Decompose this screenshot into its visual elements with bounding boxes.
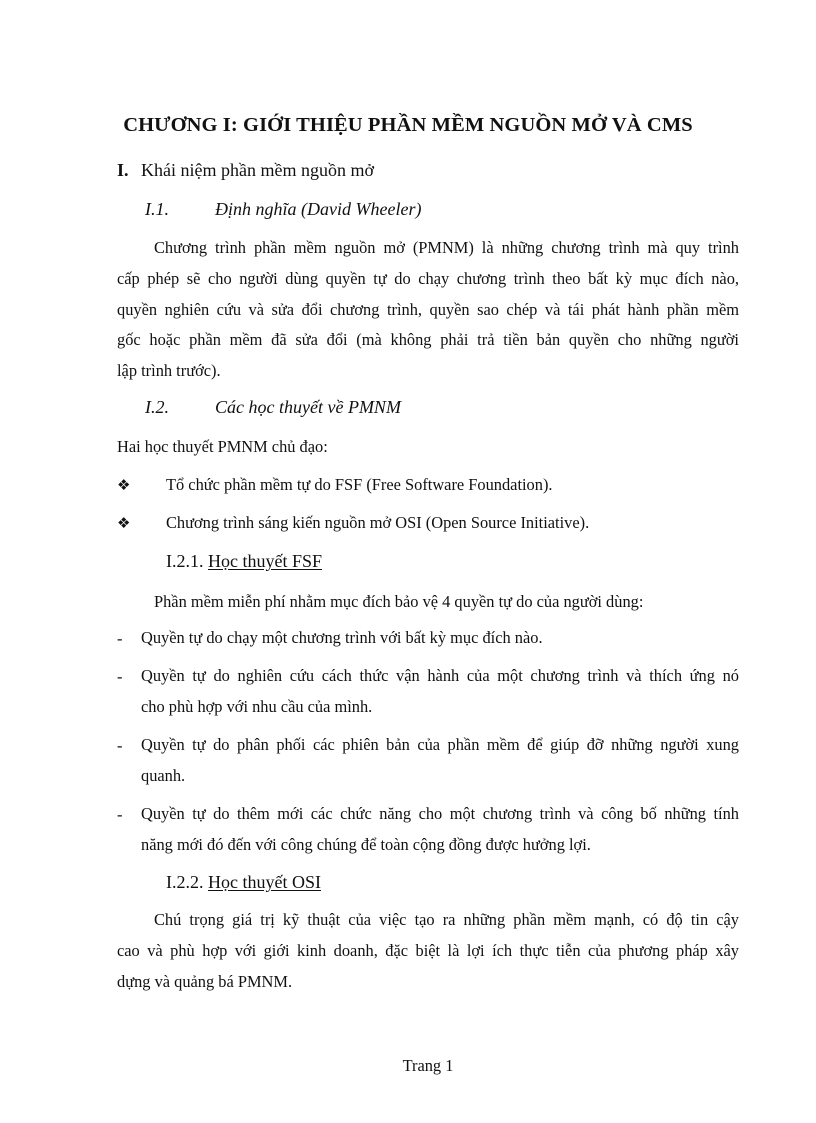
- paragraph-line: lập trình trước).: [117, 361, 221, 381]
- paragraph-line: cấp phép sẽ cho người dùng quyền tự do chạy chương trình theo bất kỳ mục đích nào,: [117, 268, 739, 288]
- section-1-2-2-title: Học thuyết OSI: [208, 872, 321, 892]
- paragraph-line: cao và phù hợp với giới kinh doanh, đặc biệt là lợi ích thực tiễn của phương pháp xây: [117, 940, 739, 960]
- fsf-intro: Phần mềm miễn phí nhằm mục đích bảo vệ 4 quyền tự do của người dùng:: [154, 592, 644, 611]
- section-1-2-2-number: I.2.2.: [166, 872, 204, 892]
- freedom-item: [141, 661, 739, 723]
- dash-bullet: -: [117, 667, 123, 686]
- section-1-1-number: I.1.: [145, 199, 169, 219]
- item-line: cho phù hợp với nhu cầu của mình.: [141, 696, 373, 716]
- doctrines-intro: Hai học thuyết PMNM chủ đạo:: [117, 437, 328, 456]
- section-1-2-1-title: Học thuyết FSF: [208, 551, 323, 571]
- definition-paragraph: [117, 233, 739, 387]
- section-1-number: I.: [117, 160, 129, 180]
- freedom-item: [141, 730, 739, 792]
- item-line: Quyền tự do thêm mới các chức năng cho một chương trình và công bố những tính: [141, 804, 739, 823]
- freedom-item: [141, 623, 739, 654]
- section-1-2-2-heading: [166, 872, 321, 893]
- freedom-item: [141, 799, 739, 861]
- dash-bullet: -: [117, 629, 123, 648]
- item-line: quanh.: [141, 765, 186, 785]
- section-1-1-title: Định nghĩa (David Wheeler): [215, 199, 422, 219]
- diamond-bullet-icon: ❖: [117, 476, 131, 494]
- paragraph-line: Chương trình phần mềm nguồn mở (PMNM) là những chương trình mà quy trình: [154, 238, 739, 257]
- item-line: Quyền tự do phân phối các phiên bản của phần mềm để giúp đỡ những người xung: [141, 735, 739, 754]
- osi-paragraph: [117, 905, 739, 997]
- section-1-2-1-heading: [166, 551, 322, 572]
- item-line: Quyền tự do nghiên cứu cách thức vận hành của một chương trình và thích ứng nó: [141, 666, 739, 685]
- paragraph-line: quyền nghiên cứu và sửa đổi chương trình, quyền sao chép và tái phát hành phần mềm: [117, 299, 739, 319]
- paragraph-line: dựng và quảng bá PMNM.: [117, 971, 293, 991]
- page-number: Trang 1: [402, 1056, 454, 1075]
- diamond-bullet-icon: ❖: [117, 514, 131, 532]
- section-1-2-number: I.2.: [145, 397, 169, 417]
- section-1-title: Khái niệm phần mềm nguồn mở: [141, 160, 374, 180]
- chapter-title: CHƯƠNG I: GIỚI THIỆU PHẦN MỀM NGUỒN MỞ VÀ CMS: [123, 114, 693, 136]
- dash-bullet: -: [117, 805, 123, 824]
- dash-bullet: -: [117, 736, 123, 755]
- paragraph-line: Chú trọng giá trị kỹ thuật của việc tạo ra những phần mềm mạnh, có độ tin cậy: [154, 910, 739, 929]
- item-line: Quyền tự do chạy một chương trình với bất kỳ mục đích nào.: [141, 628, 543, 647]
- paragraph-line: gốc hoặc phần mềm đã sửa đổi (mà không phải trả tiền bản quyền cho những người: [117, 330, 739, 350]
- section-1-2-1-number: I.2.1.: [166, 551, 204, 571]
- bullet-item: Tổ chức phần mềm tự do FSF (Free Software Foundation).: [166, 475, 553, 494]
- item-line: năng mới đó đến với công chúng để toàn cộng đồng được hưởng lợi.: [141, 834, 591, 854]
- section-1-2-title: Các học thuyết về PMNM: [215, 397, 401, 417]
- bullet-item: Chương trình sáng kiến nguồn mở OSI (Open Source Initiative).: [166, 513, 590, 532]
